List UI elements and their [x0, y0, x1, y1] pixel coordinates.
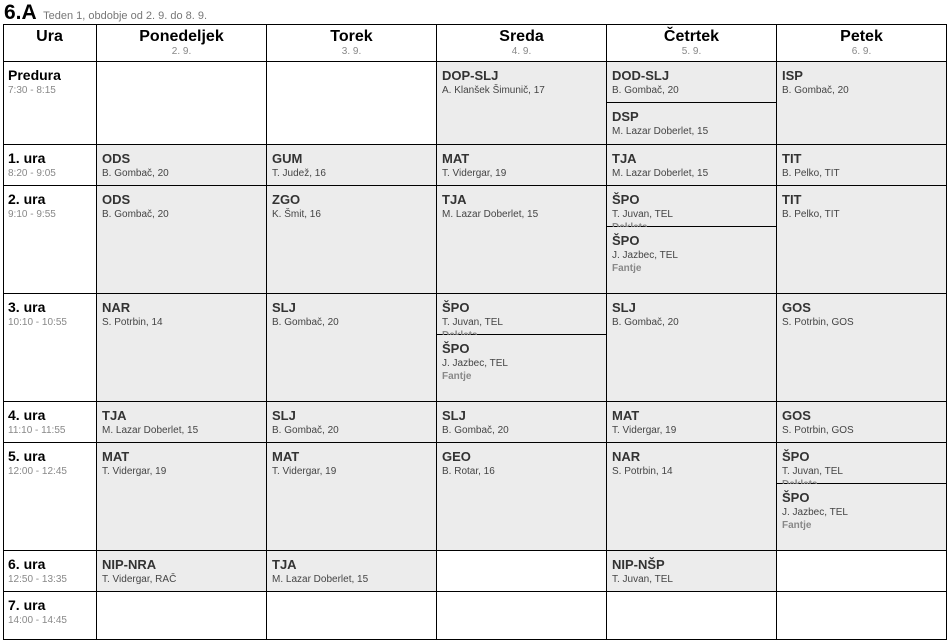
- lesson-subject: ŠPO: [612, 192, 640, 207]
- period-time: 7:30 - 8:15: [8, 85, 56, 96]
- empty-slot: [607, 592, 777, 640]
- period-name: 6. ura: [8, 556, 46, 572]
- lesson-group: Fantje: [782, 520, 812, 531]
- period-cell: [3, 551, 97, 592]
- period-time: 10:10 - 10:55: [8, 317, 67, 328]
- period-name: 3. ura: [8, 299, 46, 315]
- lesson-subject: ŠPO: [442, 300, 470, 315]
- lesson-teacher-room: A. Klanšek Šimunič, 17: [442, 85, 545, 96]
- empty-slot: [267, 62, 437, 145]
- period-cell: [3, 62, 97, 145]
- period-cell: [3, 443, 97, 551]
- lesson-cell[interactable]: [267, 294, 437, 402]
- lesson-teacher-room: K. Šmit, 16: [272, 209, 321, 220]
- lesson-subject: GUM: [272, 151, 303, 166]
- lesson-subject: ZGO: [272, 192, 301, 207]
- lesson-cell[interactable]: [437, 62, 607, 145]
- lesson-subject: SLJ: [272, 300, 296, 315]
- day-header: [607, 24, 777, 62]
- period-time: 8:20 - 9:05: [8, 168, 56, 179]
- day-date: 2. 9.: [171, 46, 192, 57]
- lesson-cell[interactable]: [437, 294, 607, 335]
- period-cell: [3, 294, 97, 402]
- lesson-subject: NIP-NRA: [102, 557, 157, 572]
- lesson-subject: TJA: [272, 557, 297, 572]
- period-time: 14:00 - 14:45: [8, 615, 67, 626]
- lesson-teacher-room: J. Jazbec, TEL: [442, 358, 508, 369]
- lesson-subject: DSP: [612, 109, 639, 124]
- day-header: [97, 24, 267, 62]
- lesson-subject: TIT: [782, 192, 802, 207]
- lesson-subject: MAT: [272, 449, 300, 464]
- empty-slot: [97, 592, 267, 640]
- lesson-subject: ŠPO: [782, 490, 810, 505]
- lesson-cell[interactable]: [777, 443, 947, 484]
- lesson-teacher-room: B. Gombač, 20: [442, 425, 509, 436]
- lesson-teacher-room: B. Gombač, 20: [272, 317, 339, 328]
- day-header: [777, 24, 947, 62]
- period-time: 11:10 - 11:55: [8, 425, 66, 436]
- lesson-teacher-room: S. Potrbin, 14: [612, 466, 673, 477]
- period-name: 2. ura: [8, 191, 46, 207]
- lesson-cell[interactable]: [777, 484, 947, 551]
- lesson-teacher-room: T. Judež, 16: [272, 168, 326, 179]
- lesson-cell[interactable]: [97, 186, 267, 294]
- lesson-subject: ISP: [782, 68, 803, 83]
- lesson-subject: DOD-SLJ: [612, 68, 670, 83]
- lesson-cell[interactable]: [607, 294, 777, 402]
- lesson-subject: ŠPO: [782, 449, 810, 464]
- lesson-cell[interactable]: [267, 402, 437, 443]
- lesson-subject: GEO: [442, 449, 471, 464]
- period-name: 4. ura: [8, 407, 46, 423]
- lesson-cell[interactable]: [97, 443, 267, 551]
- lesson-subject: TJA: [102, 408, 127, 423]
- day-header: [267, 24, 437, 62]
- week-label: Teden 1, obdobje od 2. 9. do 8. 9.: [43, 10, 208, 22]
- period-time: 12:00 - 12:45: [8, 466, 67, 477]
- empty-slot: [267, 592, 437, 640]
- lesson-subject: NAR: [612, 449, 641, 464]
- lesson-cell[interactable]: [607, 103, 777, 145]
- period-cell: [3, 402, 97, 443]
- empty-slot: [777, 551, 947, 592]
- lesson-group: Fantje: [612, 263, 642, 274]
- class-name: 6.A: [4, 1, 37, 24]
- lesson-cell[interactable]: [607, 551, 777, 592]
- lesson-cell[interactable]: [267, 443, 437, 551]
- lesson-cell[interactable]: [607, 186, 777, 227]
- lesson-cell[interactable]: [437, 443, 607, 551]
- lesson-teacher-room: M. Lazar Doberlet, 15: [612, 168, 709, 179]
- period-cell: [3, 145, 97, 186]
- lesson-subject: GOS: [782, 408, 811, 423]
- lesson-subject: ŠPO: [442, 341, 470, 356]
- period-cell: [3, 186, 97, 294]
- lesson-cell[interactable]: [437, 145, 607, 186]
- lesson-subject: SLJ: [612, 300, 636, 315]
- lesson-subject: MAT: [102, 449, 130, 464]
- lesson-subject: TIT: [782, 151, 802, 166]
- lesson-teacher-room: S. Potrbin, 14: [102, 317, 163, 328]
- lesson-subject: ODS: [102, 192, 131, 207]
- lesson-cell[interactable]: [97, 145, 267, 186]
- empty-slot: [97, 62, 267, 145]
- corner-header: [3, 24, 97, 62]
- lesson-teacher-room: B. Pelko, TIT: [782, 168, 840, 179]
- day-header: [437, 24, 607, 62]
- lesson-teacher-room: M. Lazar Doberlet, 15: [442, 209, 539, 220]
- lesson-cell[interactable]: [97, 402, 267, 443]
- lesson-cell[interactable]: [777, 145, 947, 186]
- lesson-teacher-room: B. Gombač, 20: [102, 209, 169, 220]
- lesson-teacher-room: M. Lazar Doberlet, 15: [612, 126, 709, 137]
- lesson-teacher-room: T. Juvan, TEL: [612, 574, 673, 585]
- lesson-teacher-room: M. Lazar Doberlet, 15: [102, 425, 199, 436]
- lesson-subject: NIP-NŠP: [612, 557, 665, 572]
- lesson-cell[interactable]: [777, 62, 947, 145]
- lesson-subject: SLJ: [272, 408, 296, 423]
- lesson-teacher-room: M. Lazar Doberlet, 15: [272, 574, 369, 585]
- lesson-teacher-room: B. Gombač, 20: [612, 85, 679, 96]
- lesson-teacher-room: T. Juvan, TEL: [442, 317, 503, 328]
- lesson-cell[interactable]: [777, 186, 947, 294]
- day-date: 6. 9.: [851, 46, 872, 57]
- day-date: 5. 9.: [681, 46, 702, 57]
- empty-slot: [437, 592, 607, 640]
- period-time: 9:10 - 9:55: [8, 209, 56, 220]
- lesson-teacher-room: T. Vidergar, 19: [612, 425, 677, 436]
- period-name: 1. ura: [8, 150, 46, 166]
- lesson-subject: TJA: [612, 151, 637, 166]
- lesson-teacher-room: S. Potrbin, GOS: [782, 317, 854, 328]
- lesson-teacher-room: T. Juvan, TEL: [612, 209, 673, 220]
- lesson-teacher-room: T. Juvan, TEL: [782, 466, 843, 477]
- day-name: Torek: [330, 28, 373, 45]
- lesson-cell[interactable]: [607, 402, 777, 443]
- day-name: Četrtek: [663, 28, 720, 45]
- lesson-teacher-room: B. Gombač, 20: [272, 425, 339, 436]
- lesson-teacher-room: J. Jazbec, TEL: [782, 507, 848, 518]
- empty-slot: [437, 551, 607, 592]
- lesson-subject: DOP-SLJ: [442, 68, 499, 83]
- lesson-teacher-room: T. Vidergar, 19: [272, 466, 337, 477]
- lesson-cell[interactable]: [97, 551, 267, 592]
- day-name: Ponedeljek: [139, 28, 224, 45]
- lesson-subject: TJA: [442, 192, 467, 207]
- lesson-cell[interactable]: [267, 186, 437, 294]
- lesson-teacher-room: T. Vidergar, 19: [442, 168, 507, 179]
- period-cell: [3, 592, 97, 640]
- lesson-subject: SLJ: [442, 408, 466, 423]
- lesson-teacher-room: T. Vidergar, RAČ: [102, 574, 177, 585]
- lesson-teacher-room: B. Gombač, 20: [102, 168, 169, 179]
- lesson-subject: MAT: [442, 151, 470, 166]
- period-name: Predura: [8, 67, 61, 83]
- period-time: 12:50 - 13:35: [8, 574, 67, 585]
- lesson-cell[interactable]: [437, 186, 607, 294]
- day-name: Sreda: [499, 28, 544, 45]
- lesson-subject: NAR: [102, 300, 131, 315]
- lesson-cell[interactable]: [267, 145, 437, 186]
- lesson-teacher-room: B. Gombač, 20: [612, 317, 679, 328]
- day-date: 4. 9.: [511, 46, 532, 57]
- lesson-cell[interactable]: [607, 443, 777, 551]
- lesson-subject: ŠPO: [612, 233, 640, 248]
- lesson-teacher-room: B. Gombač, 20: [782, 85, 849, 96]
- lesson-teacher-room: S. Potrbin, GOS: [782, 425, 854, 436]
- column-title-ura: Ura: [36, 28, 63, 45]
- lesson-cell[interactable]: [97, 294, 267, 402]
- period-name: 5. ura: [8, 448, 46, 464]
- lesson-cell[interactable]: [607, 227, 777, 294]
- lesson-cell[interactable]: [777, 402, 947, 443]
- period-name: 7. ura: [8, 597, 46, 613]
- lesson-teacher-room: B. Pelko, TIT: [782, 209, 840, 220]
- lesson-cell[interactable]: [607, 145, 777, 186]
- lesson-teacher-room: B. Rotar, 16: [442, 466, 495, 477]
- lesson-cell[interactable]: [267, 551, 437, 592]
- lesson-subject: MAT: [612, 408, 640, 423]
- lesson-subject: GOS: [782, 300, 811, 315]
- lesson-subject: ODS: [102, 151, 131, 166]
- empty-slot: [777, 592, 947, 640]
- lesson-group: Fantje: [442, 371, 472, 382]
- day-date: 3. 9.: [341, 46, 362, 57]
- day-name: Petek: [840, 28, 883, 45]
- lesson-cell[interactable]: [777, 294, 947, 402]
- lesson-teacher-room: J. Jazbec, TEL: [612, 250, 678, 261]
- lesson-cell[interactable]: [437, 402, 607, 443]
- lesson-teacher-room: T. Vidergar, 19: [102, 466, 167, 477]
- lesson-cell[interactable]: [437, 335, 607, 402]
- lesson-cell[interactable]: [607, 62, 777, 103]
